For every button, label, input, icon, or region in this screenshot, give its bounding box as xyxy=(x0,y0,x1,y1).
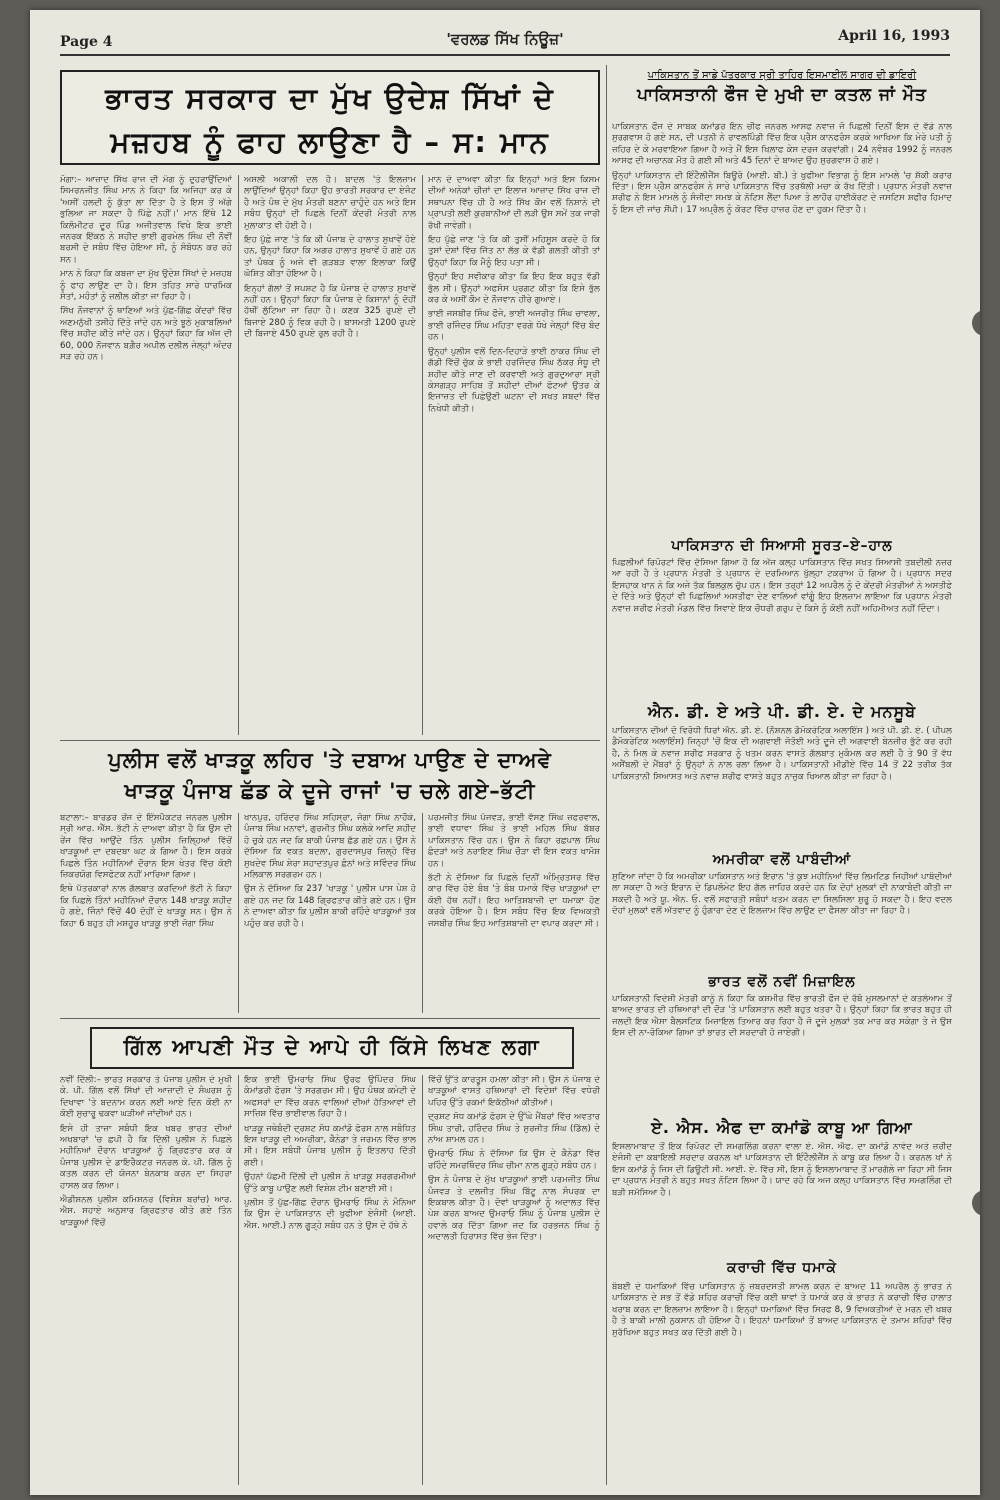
sidebar-kicker: ਪਾਕਿਸਤਾਨ ਤੋਂ ਸਾਡੇ ਪੱਤਰਕਾਰ ਸ੍ਰੀ ਤਾਹਿਰ ਇਸਮਾਈਲ ਸਾਗਰ ਦੀ ਡਾਇਰੀ xyxy=(647,70,917,81)
paragraph: ਉਸ ਨੇ ਪੰਜਾਬ ਦੇ ਮੁੱਖ ਖਾੜਕੂਆਂ ਭਾਈ ਪਰਮਜੀਤ ਸਿੰਘ ਪੰਜਵੜ ਤੇ ਦਲਜੀਤ ਸਿੰਘ ਬਿੱਟੂ ਨਾਲ ਸੰਪਰਕ ਦਾ ਇਕਬਾਲ ਕੀਤਾ ਹੈ। ਦੋਵਾਂ ਖਾੜਕੂਆਂ ਨੂੰ ਅਦਾਲਤ ਵਿੱਚ ਪੇਸ਼ ਕਰਨ ਬਾਅਦ ਉਮਰਾਓ ਸਿੰਘ ਨੂੰ ਪੰਜਾਬ ਪੁਲੀਸ ਦੇ ਹਵਾਲੇ ਕਰ ਦਿੱਤਾ ਗਿਆ ਜਦ ਕਿ ਹਰਭਜਨ ਸਿੰਘ ਨੂੰ ਅਦਾਲਤੀ ਹਿਰਾਸਤ ਵਿੱਚ ਭੇਜ ਦਿੱਤਾ। xyxy=(428,1175,600,1243)
paragraph: ਮੋਗਾ:– ਆਜ਼ਾਦ ਸਿੱਖ ਰਾਜ ਦੀ ਮੰਗ ਨੂੰ ਦੁਹਰਾਉਂਦਿਆਂ ਸਿਮਰਨਜੀਤ ਸਿੰਘ ਮਾਨ ਨੇ ਕਿਹਾ ਕਿ ਅਜਿਹਾ ਕਰ ਕੇ 'ਅਸੀਂ ਹਲਦੀ ਨੂੰ ਕੁੱਤਾ ਲਾ ਦਿੱਤਾ ਹੈ ਤੇ ਇਸ ਤੋਂ ਅੱਗੇ ਭੁਲਿਆ ਜਾ ਸਕਦਾ ਹੈ ਪਿੱਛੇ ਨਹੀਂ।' ਮਾਨ ਇੱਥੇ 12 ਕਿਲੋਮੀਟਰ ਦੂਰ ਪਿੰਡ ਅਜੀਤਵਾਲ ਵਿਖੇ ਇਕ ਭਾਈ ਜਨਰਕ ਇੱਕਠ ਨੇ ਸ਼ਹੀਦ ਭਾਈ ਗੁਰਮੇਲ ਸਿੰਘ ਦੀ ਨੌਵੀਂ ਬਰਸੀ ਦੇ ਸਬੰਧ ਵਿੱਚ ਹੋਇਆ ਸੀ, ਨੂੰ ਸੰਬੋਧਨ ਕਰ ਰਹੇ ਸਨ। xyxy=(60,175,232,265)
column-divider xyxy=(238,1075,239,1485)
story1-column-1 xyxy=(60,175,232,735)
story1-column-3 xyxy=(428,175,600,735)
sidebar-nda-pda-body: ਪਾਕਿਸਤਾਨ ਦੀਆਂ ਦੋ ਵਿਰੋਧੀ ਧਿਰਾਂ ਐਨ. ਡੀ. ਏ. (ਨੈਸ਼ਨਲ ਡੈਮੋਕਰੇਟਿਕ ਅਲਾਇੰਸ ) ਅਤੇ ਪੀ. ਡੀ. ਏ. ( ਪੀਪਲ ਡੈਮੋਕਰੇਟਿਕ ਅਲਾਇੰਸ) ਜਿਨ੍ਹਾਂ 'ਚੋਂ ਇਕ ਦੀ ਅਗਵਾਈ ਜੋਤੋਈ ਅਤੇ ਦੂਜੇ ਦੀ ਅਗਵਾਈ ਬੇਨਜ਼ੀਰ ਭੁੱਟੋ ਕਰ ਰਹੀ ਹੈ, ਨੇ ਮਿਲ ਕੇ ਨਵਾਜ਼ ਸ਼ਰੀਫ ਸਰਕਾਰ ਨੂੰ ਖਤਮ ਕਰਨ ਵਾਸਤੇ ਗੱਲਬਾਤ ਮੁਕੰਮਲ ਕਰ ਲਈ ਹੈ ਤੇ 90 ਤੋਂ ਵੱਧ ਅਸੈਂਬਲੀ ਦੇ ਮੈਂਬਰਾਂ ਨੂੰ ਉਨ੍ਹਾਂ ਨੇ ਨਾਲ ਰਲਾ ਲਿਆ ਹੈ। ਪਾਕਿਸਤਾਨੀ ਮੀਡੀਏ ਵਿੱਚ 14 ਤੋਂ 22 ਤਰੀਕ ਤੱਕ ਪਾਕਿਸਤਾਨੀ ਸਿਆਸਤ ਅਤੇ ਨਵਾਜ਼ ਸ਼ਰੀਫ ਵਾਸਤੇ ਬਹੁਤ ਨਾਜ਼ੁਕ ਖਿਆਲ ਕੀਤਾ ਜਾ ਰਿਹਾ ਹੈ। xyxy=(612,726,952,782)
sidebar-us-sanctions-body: ਸੁਣਿਆ ਜਾਂਦਾ ਹੈ ਕਿ ਅਮਰੀਕਾ ਪਾਕਿਸਤਾਨ ਅਤੇ ਇਰਾਨ 'ਤੇ ਕੁਝ ਮਹੀਨਿਆਂ ਵਿੱਚ ਲਿਮਟਿਡ ਜਿਹੀਆਂ ਪਾਬੰਦੀਆਂ ਲਾ ਸਕਦਾ ਹੈ ਅਤੇ ਇਰਾਨ ਦੇ ਡਿਪਲੋਮੇਟ ਇਹ ਗੱਲ ਜ਼ਾਹਿਰ ਕਰਦੇ ਹਨ ਕਿ ਦੋਹਾਂ ਮੁਲਕਾਂ ਦੀ ਨਾਕਾਬੰਦੀ ਕੀਤੀ ਜਾ ਸਕਦੀ ਹੈ ਅਤੇ ਯੂ. ਐਨ. ਓ. ਵਲੋਂ ਸਫਾਰਤੀ ਸਬੰਧਾਂ ਖਤਮ ਕਰਨ ਦਾ ਸਿਲਸਿਲਾ ਸ਼ੁਰੂ ਹੋ ਸਕਦਾ ਹੈ। ਇਹ ਵਦਲ ਦੋਹਾਂ ਮੁਲਕਾਂ ਵਲੋਂ ਅੱਤਵਾਦ ਨੂੰ ਹੁੰਗਾਰਾ ਦੇਣ ਦੇ ਇਲਜ਼ਾਮ ਵਿੱਚ ਲਾਉਣ ਦਾ ਫੈਸਲਾ ਕੀਤਾ ਜਾ ਰਿਹਾ ਹੈ। xyxy=(612,872,952,917)
paper-name: 'ਵਰਲਡ ਸਿੱਖ ਨਿਊਜ਼' xyxy=(446,30,564,48)
story2-headline xyxy=(60,745,600,807)
sidebar-heading-india-missile: ਭਾਰਤ ਵਲੋਂ ਨਵੀਂ ਮਿਜ਼ਾਇਲ xyxy=(708,974,856,990)
sidebar-politics-body: ਪਿਛਲੀਆਂ ਰਿਪੋਰਟਾਂ ਵਿੱਚ ਦੱਸਿਆ ਗਿਆ ਹੈ ਕਿ ਅੱਜ ਕਲ੍ਹ ਪਾਕਿਸਤਾਨ ਵਿੱਚ ਸਖਤ ਸਿਆਸੀ ਤਬਦੀਲੀ ਨਜ਼ਰ ਆ ਰਹੀ ਹੈ ਤੇ ਪ੍ਰਧਾਨ ਮੰਤਰੀ ਤੇ ਪ੍ਰਧਾਨ ਦੇ ਦਰਮਿਆਨ ਖੁੱਲ੍ਹਾ ਟਕਰਾਅ ਹੋ ਗਿਆ ਹੈ। ਪ੍ਰਧਾਨ ਸਦਰ ਇਸਹਾਕ ਖਾਨ ਨੇ ਕਿ ਅਜੇ ਤੱਕ ਬਿਲਕੁਲ ਚੁੱਪ ਹਨ। ਇਸ ਤਰ੍ਹਾਂ 12 ਅਪਰੈਲ ਨੂੰ ਦੋ ਕੇਂਦਰੀ ਮੰਤਰੀਆਂ ਨੇ ਅਸਤੀਫੇ ਦੇ ਦਿੱਤੇ ਅਤੇ ਉਨ੍ਹਾਂ ਵੀ ਪਿਛਲਿਆਂ ਅਸਤੀਫਾ ਦੇਣ ਵਾਲਿਆਂ ਵਾਂਗੂੰ ਇਹ ਇਲਜ਼ਾਮ ਲਾਇਆ ਕਿ ਪ੍ਰਧਾਨ ਮੰਤਰੀ ਨਵਾਜ਼ ਸ਼ਰੀਫ ਮੰਤਰੀ ਮੰਡਲ ਵਿੱਚ ਸਿਵਾਏ ਇਕ ਚੌਧਰੀ ਗਰੁਪ ਦੇ ਕਿਸੇ ਨੂੰ ਕੋਈ ਨਹੀਂ ਅਹਿਮੀਅਤ ਨਹੀਂ ਦਿੰਦਾ। xyxy=(612,558,952,614)
story1-headline: ਭਾਰਤ ਸਰਕਾਰ ਦਾ ਮੁੱਖ ਉਦੇਸ਼ ਸਿੱਖਾਂ ਦੇ ਮਜ਼ਹਬ ਨੂੰ ਫਾਹ ਲਾਉਣਾ ਹੈ – ਸ: ਮਾਨ xyxy=(60,70,600,165)
sidebar-story-body xyxy=(612,122,952,534)
sidebar-title: ਪਾਕਿਸਤਾਨੀ ਫੌਜ ਦੇ ਮੁਖੀ ਦਾ ਕਤਲ ਜਾਂ ਮੌਤ xyxy=(637,85,927,105)
story3-headline: ਗਿੱਲ ਆਪਣੀ ਮੌਤ ਦੇ ਆਪੇ ਹੀ ਕਿੱਸੇ ਲਿਖਣ ਲਗਾ xyxy=(90,1027,574,1069)
story3-column-3 xyxy=(428,1075,600,1485)
issue-date: April 16, 1993 xyxy=(838,28,950,44)
column-divider xyxy=(422,175,423,735)
paragraph: ਉਹਨਾਂ ਪੱਛਮੀ ਦਿੱਲੀ ਦੀ ਪੁਲੀਸ ਨੇ ਖਾੜਕੂ ਸਰਗਰਮੀਆਂ ਉੱਤੇ ਕਾਬੂ ਪਾਉਣ ਲਈ ਵਿਸ਼ੇਸ਼ ਟੀਮ ਬਣਾਈ ਸੀ। xyxy=(244,1172,416,1194)
sidebar-heading-karachi-blasts: ਕਰਾਚੀ ਵਿੱਚ ਧਮਾਕੇ xyxy=(727,1260,837,1276)
paragraph: ਇਕ ਭਾਈ ਉਮਰਾਓ ਸਿੰਘ ਉਰਫ ਉਪਿੰਦਰ ਸਿੰਘ ਕੰਮਾਂਡਰੀ ਫੋਰਸ 'ਤੇ ਸਰਗਰਮ ਸੀ। ਉਹ ਪੰਥਕ ਕਮੇਟੀ ਦੇ ਅਫਸਰਾਂ ਦਾ ਵਿੱਚ ਕਰਨ ਵਾਲਿਆਂ ਦੀਆਂ ਹੱਤਿਆਵਾਂ ਦੀ ਸਾਜ਼ਿਸ਼ ਵਿੱਚ ਭਾਈਵਾਲ ਰਿਹਾ ਹੈ। xyxy=(244,1075,416,1120)
section-rule xyxy=(60,1018,600,1019)
column-divider xyxy=(238,813,239,1013)
page-label: Page 4 xyxy=(60,34,113,50)
newspaper-page xyxy=(30,10,980,1495)
paragraph: ਪਾਕਿਸਤਾਨ ਫੌਜ ਦੇ ਸਾਬਕ ਕਮਾਂਡਰ ਇਨ ਚੀਫ ਜਨਰਲ ਆਸਫ ਨਵਾਜ਼ ਜੋ ਪਿਛਲੀ ਦਿਨੀਂ ਇਸ ਦੇ ਵੱਡੇ ਨਾਲ ਸੁਰਗਵਾਸ ਹੋ ਗਏ ਸਨ, ਦੀ ਪਤਨੀ ਨੇ ਰਾਵਲਪਿੰਡੀ ਵਿੱਚ ਇਕ ਪ੍ਰੈਸ ਕਾਨਫਰੰਸ ਕਰਕੇ ਆਖਿਆ ਕਿ ਮੇਰੇ ਪਤੀ ਨੂੰ ਜ਼ਹਿਰ ਦੇ ਕੇ ਮਰਵਾਇਆ ਗਿਆ ਹੈ ਅਤੇ ਮੈਂ ਇਸ ਖਿਲਾਫ ਕੇਸ ਦਰਜ ਕਰਵਾਂਗੀ। 24 ਨਵੰਬਰ 1992 ਨੂੰ ਜਨਰਲ ਆਸਫ ਦੀ ਅਚਾਨਕ ਮੌਤ ਹੋ ਗਈ ਸੀ ਅਤੇ 45 ਦਿਨਾਂ ਦੇ ਬਾਅਦ ਉਹ ਸੁਰਗਵਾਸ ਹੋ ਗਏ। xyxy=(612,122,952,167)
story1-column-2 xyxy=(244,175,416,735)
paragraph: ਪਰਮਜੀਤ ਸਿੰਘ ਪੰਜਵੜ, ਭਾਈ ਵੱਸਣ ਸਿੰਘ ਜ਼ਫਰਵਾਲ, ਭਾਈ ਵਧਾਵਾ ਸਿੰਘ ਤੇ ਭਾਈ ਮਹਿਲ ਸਿੰਘ ਬੱਬਰ ਪਾਕਿਸਤਾਨ ਵਿੱਚ ਹਨ। ਉਸ ਨੇ ਕਿਹਾ ਰਛਪਾਲ ਸਿੰਘ ਛੰਦੜਾਂ ਅਤੇ ਨਰਾਇਣ ਸਿੰਘ ਚੌੜਾ ਵੀ ਇਸ ਵਕਤ ਖਾਮੋਸ਼ ਹਨ। xyxy=(428,813,600,869)
sidebar-heading-us-sanctions: ਅਮਰੀਕਾ ਵਲੋਂ ਪਾਬੰਦੀਆਂ xyxy=(712,852,852,868)
paragraph: ਇਨ੍ਹਾਂ ਗੱਲਾਂ ਤੋਂ ਸਪਸ਼ਟ ਹੈ ਕਿ ਪੰਜਾਬ ਦੇ ਹਾਲਾਤ ਸੁਖਾਵੇਂ ਨਹੀਂ ਹਨ। ਉਨ੍ਹਾਂ ਕਿਹਾ ਕਿ ਪੰਜਾਬ ਦੇ ਕਿਸਾਨਾਂ ਨੂੰ ਦੋਹੀਂ ਹੱਥੀਂ ਲੁੱਟਿਆ ਜਾ ਰਿਹਾ ਹੈ। ਕਣਕ 325 ਰੁਪਏ ਦੀ ਬਿਜਾਏ 280 ਨੂੰ ਵਿਕ ਰਹੀ ਹੈ। ਬਾਸਮਤੀ 1200 ਰੁਪਏ ਦੀ ਬਿਜਾਏ 450 ਰੁਪਏ ਰੁਲ ਰਹੀ ਹੈ। xyxy=(244,283,416,340)
sidebar-heading-politics: ਪਾਕਿਸਤਾਨ ਦੀ ਸਿਆਸੀ ਸੂਰਤ–ਏ–ਹਾਲ xyxy=(671,538,893,554)
sidebar-header xyxy=(612,70,952,105)
paragraph: ਉਨ੍ਹਾਂ ਪੁਲੀਸ ਵਲੋਂ ਦਿਨ-ਦਿਹਾੜੇ ਭਾਈ ਠਾਕਰ ਸਿੰਘ ਦੀ ਗੱਡੀ ਵਿੱਚੋਂ ਚੁੱਕ ਕੇ ਭਾਈ ਹਰਜਿੰਦਰ ਸਿੰਘ ਠੱਕਰ ਸੰਧੂ ਦੀ ਸ਼ਹੀਦ ਕੀਤੇ ਜਾਣ ਦੀ ਕਰਵਾਈ ਅਤੇ ਗੁਰਦੁਆਰਾ ਸ੍ਰੀ ਕੇਸਗੜ੍ਹ ਸਾਹਿਬ ਤੋਂ ਸ਼ਹੀਦਾਂ ਦੀਆਂ ਫੋਟਆਂ ਉਤਰ ਕੇ ਇਜਾਜ਼ਤ ਦੀ ਪਿਛੇਉਣੀ ਘਟਨਾ ਦੀ ਸਖਤ ਸ਼ਬਦਾਂ ਵਿੱਚ ਨਿਖੇਧੀ ਕੀਤੀ। xyxy=(428,346,600,414)
paragraph: ਖਾੜਕੂ ਜਥੇਬੰਦੀ ਦ੍ਰਸ਼ਟ ਸੋਧ ਕਮਾਂਡੋ ਫੋਰਸ ਨਾਲ ਸਬੰਧਿਤ ਇਸ ਖਾੜਕੂ ਦੀ ਅਮਰੀਕਾ, ਕੈਨੇਡਾ ਤੇ ਜਰਮਨ ਵਿੱਚ ਭਾਲ ਸੀ। ਇਸ ਸਬੰਧੀ ਪੰਜਾਬ ਪੁਲੀਸ ਨੂੰ ਇਤਲਾਹ ਦਿੱਤੀ ਗਈ। xyxy=(244,1123,416,1168)
paragraph: ਇਹ ਪੁੱਛੇ ਜਾਣ 'ਤੇ ਕਿ ਕੀ ਤੁਸੀਂ ਮਹਿਸੂਸ ਕਰਦੇ ਹੋ ਕਿ ਤੁਸਾਂ ਦੇਸ਼ਾਂ ਵਿੱਚ ਜਿੱਤ ਨਾ ਲੱਭ ਕੇ ਵੱਡੀ ਗਲਤੀ ਕੀਤੀ ਤਾਂ ਉਨ੍ਹਾਂ ਕਿਹਾ ਕਿ ਮੈਨੂੰ ਇਹ ਪਤਾ ਸੀ। xyxy=(428,235,600,268)
paragraph: ਭੱਟੀ ਨੇ ਦੱਸਿਆ ਕਿ ਪਿਛਲੇ ਦਿਨੀਂ ਅੰਮ੍ਰਿਤਸਰ ਵਿੱਚ ਕਾਰ ਵਿੱਚ ਹੋਏ ਬੰਬ 'ਤੇ ਬੰਬ ਧਮਾਕੇ ਵਿੱਚ ਖਾੜਕੂਆਂ ਦਾ ਕੋਈ ਹੱਥ ਨਹੀਂ। ਇਹ ਆਤਿਸ਼ਬਾਜ਼ੀ ਦਾ ਧਮਾਕਾ ਹੋਣ ਕਰਕੇ ਹੋਇਆ ਹੈ। ਇਸ ਸਬੰਧ ਵਿੱਚ ਇਕ ਵਿਅਕਤੀ ਜਸਬੀਰ ਸਿੰਘ ਇਹ ਆਤਿਸ਼ਬਾਜ਼ੀ ਦਾ ਵਪਾਰ ਕਰਦਾ ਸੀ। xyxy=(428,873,600,929)
column-divider xyxy=(422,813,423,1013)
story2-column-2 xyxy=(244,813,416,1013)
paragraph: ਉਮਰਾਓ ਸਿੰਘ ਨੇ ਦੱਸਿਆ ਕਿ ਉਸ ਦੇ ਕੈਨੇਡਾ ਵਿੱਚ ਰਹਿੰਦੇ ਸਮਰਥਿੰਦਰ ਸਿੰਘ ਚੀਮਾ ਨਾਲ ਗੂੜ੍ਹੇ ਸਬੰਧ ਹਨ। xyxy=(428,1149,600,1171)
paragraph: ਭਾਈ ਜਸਬੀਰ ਸਿੰਘ ਫੌਜੇ, ਭਾਈ ਅਜਰੀਤ ਸਿੰਘ ਚਾਵਲਾ, ਭਾਈ ਰਜਿੰਦਰ ਸਿੰਘ ਮਹਿਤਾ ਵਰਗੇ ਧੋਖੇ ਜੇਲ੍ਹਾਂ ਵਿੱਚ ਬੰਦ ਹਨ। xyxy=(428,309,600,343)
binder-hole xyxy=(972,310,980,336)
sidebar-divider xyxy=(606,65,607,1485)
paragraph: ਵਿੱਚੋਂ ਉੱਤੇ ਕਾਰਤੂਸ ਹਮਲਾ ਕੀਤਾ ਸੀ। ਉਸ ਨੇ ਪੰਜਾਬ ਦੇ ਖਾੜਕੂਆਂ ਵਾਸਤੇ ਹਥਿਆਰਾਂ ਦੀ ਵਿਦੇਸ਼ਾਂ ਵਿੱਚ ਵਧੇਰੀ ਪਹਿਰ ਉੱਤੇ ਰਕਮਾਂ ਇਕੱਠੀਆਂ ਕੀਤੀਆਂ। xyxy=(428,1075,600,1108)
paragraph: ਅਸਲੀ ਅਕਾਲੀ ਦਲ ਹੈ। ਬਾਦਲ 'ਤੇ ਇਲਜ਼ਾਮ ਲਾਉਂਦਿਆਂ ਉਨ੍ਹਾਂ ਕਿਹਾ ਉਹ ਭਾਰਤੀ ਸਰਕਾਰ ਦਾ ਏਜੰਟ ਹੈ ਅਤੇ ਪੰਥ ਦੇ ਮੁੱਖ ਮੰਤਰੀ ਬਣਨਾ ਚਾਹੁੰਦੇ ਹਨ ਅਤੇ ਇਸ ਸਬੰਧ ਉਨ੍ਹਾਂ ਦੀ ਪਿਛਲੇ ਦਿਨੀਂ ਕੇਂਦਰੀ ਮੰਤਰੀ ਨਾਲ ਮੁਲਾਕਾਤ ਵੀ ਹੋਈ ਹੈ। xyxy=(244,175,416,231)
paragraph: ਇਹ ਪੁੱਛੇ ਜਾਣ 'ਤੇ ਕਿ ਕੀ ਪੰਜਾਬ ਦੇ ਹਾਲਾਤ ਸੁਖਾਵੇਂ ਹੋਏ ਹਨ, ਉਨ੍ਹਾਂ ਕਿਹਾ ਕਿ ਅਗਰ ਹਾਲਾਤ ਸੁਖਾਵੇਂ ਹੋ ਗਏ ਹਨ ਤਾਂ ਪੰਥਕ ਨੂੰ ਅਜੇ ਵੀ ਗੜਬੜ ਵਾਲਾ ਇਲਾਕਾ ਕਿਉਂ ਘੋਸ਼ਿਤ ਕੀਤਾ ਹੋਇਆ ਹੈ। xyxy=(244,235,416,280)
paragraph: ਉਨ੍ਹਾਂ ਪਾਕਿਸਤਾਨ ਦੀ ਇੰਟੈਲੀਜੈਂਸ ਬਿਊਰੋ (ਆਈ. ਬੀ.) ਤੇ ਖੁਫੀਆ ਵਿਭਾਗ ਨੂੰ ਇਸ ਮਾਮਲੇ 'ਚ ਸ਼ੱਕੀ ਕਰਾਰ ਦਿੱਤਾ। ਇਸ ਪ੍ਰੈਸ ਕਾਨਫਰੰਸ ਨੇ ਸਾਰੇ ਪਾਕਿਸਤਾਨ ਵਿੱਚ ਤਰਥੱਲੀ ਮਚਾ ਕੇ ਰੱਖ ਦਿੱਤੀ। ਪ੍ਰਧਾਨ ਮੰਤਰੀ ਨਵਾਜ਼ ਸ਼ਰੀਫ ਨੇ ਇਸ ਮਾਮਲੇ ਨੂੰ ਸੰਜੀਦਾ ਸਮਝ ਕੇ ਨੋਟਿਸ ਲੈਂਦਾ ਪਿਆ ਤੇ ਲਾਹੌਰ ਹਾਈਕੋਰਟ ਦੇ ਜਸਟਿਸ ਸ਼ਫੀਰ ਹਿਮਾਦ ਨੂੰ ਇਸ ਦੀ ਜਾਂਚ ਸੌਂਪੀ। 17 ਅਪ੍ਰੈਲ ਨੂੰ ਕੋਰਟ ਵਿੱਚ ਹਾਜ਼ਰ ਹੋਣ ਦਾ ਹੁਕਮ ਦਿੱਤਾ ਹੈ। xyxy=(612,170,952,215)
masthead xyxy=(60,24,950,54)
paragraph: ਮਾਨ ਨੇ ਕਿਹਾ ਕਿ ਕਬਜ਼ਾ ਦਾ ਮੁੱਖ ਉਦੇਸ਼ ਸਿੱਖਾਂ ਦੇ ਮਜ਼ਹਬ ਨੂੰ ਫਾਹ ਲਾਉਣ ਦਾ ਹੈ। ਇਸ ਤਹਿਤ ਸਾਰੇ ਧਾਰਮਿਕ ਸੰਤਾਂ, ਮਹੰਤਾਂ ਨੂੰ ਜ਼ਲੀਲ ਕੀਤਾ ਜਾ ਰਿਹਾ ਹੈ। xyxy=(60,269,232,303)
paragraph: ਮਾਨ ਦੇ ਦਾਅਵਾ ਕੀਤਾ ਕਿ ਇਨ੍ਹਾਂ ਅਤੇ ਇਸ ਕਿਸਮ ਦੀਆਂ ਅਨੇਕਾਂ ਚੀਜ਼ਾਂ ਦਾ ਇਲਾਜ ਆਜ਼ਾਦ ਸਿੱਖ ਰਾਜ ਦੀ ਸਥਾਪਨਾ ਵਿੱਚ ਹੀ ਹੈ ਅਤੇ ਸਿੱਖ ਕੌਮ ਵਲੋਂ ਨਿਸ਼ਾਨੇ ਦੀ ਪ੍ਰਾਪਤੀ ਲਈ ਕੁਰਬਾਨੀਆਂ ਦੀ ਲੜੀ ਉਸ ਸਮੇਂ ਤਕ ਜਾਰੀ ਰੱਖੀ ਜਾਵੇਗੀ। xyxy=(428,175,600,231)
sidebar-heading-asf-commando: ਏ. ਐਸ. ਐਫ ਦਾ ਕਮਾਂਡੋ ਕਾਬੂ ਆ ਗਿਆ xyxy=(651,1118,913,1137)
paragraph: ਇਥੇ ਪੱਤਰਕਾਰਾਂ ਨਾਲ ਗੱਲਬਾਤ ਕਰਦਿਆਂ ਭੱਟੀ ਨੇ ਕਿਹਾ ਕਿ ਪਿਛਲੇ ਤਿੰਨਾਂ ਮਹੀਨਿਆਂ ਦੌਰਾਨ 148 ਖਾੜਕੂ ਸ਼ਹੀਦ ਹੋ ਗਏ, ਜਿੰਨਾਂ ਵਿੱਚੋਂ 40 ਦੋਹੀਂ ਦੇ ਖਾੜਕੂ ਸਨ। ਉਸ ਨੇ ਕਿਹਾ 6 ਬਹੁਤ ਹੀ ਮਸ਼ਹੂਰ ਖਾੜਕੂ ਭਾਈ ਜੋਗਾ ਸਿੰਘ xyxy=(60,884,232,929)
column-divider xyxy=(238,175,239,735)
paragraph: ਪੁਲੀਸ ਤੋਂ ਪੁੱਛ-ਗਿੱਛ ਦੌਰਾਨ ਉਮਰਾਓ ਸਿੰਘ ਨੇ ਮੰਨਿਆ ਕਿ ਉਸ ਦੇ ਪਾਕਿਸਤਾਨ ਦੀ ਖੁਫੀਆ ਏਜੰਸੀ (ਆਈ. ਐਸ. ਆਈ.) ਨਾਲ ਗੂੜ੍ਹੇ ਸਬੰਧ ਹਨ ਤੇ ਉਸ ਦੇ ਹੱਥੇ ਨੇ xyxy=(244,1198,416,1231)
binder-hole xyxy=(972,1190,980,1216)
paragraph: ਇਸੇ ਹੀ ਤਾਜ਼ਾ ਸਬੰਧੀ ਇਕ ਖਬਰ ਭਾਰਤ ਦੀਆਂ ਅਖਬਾਰਾਂ 'ਚ ਛਪੀ ਹੈ ਕਿ ਦਿੱਲੀ ਪੁਲੀਸ ਨੇ ਪਿਛਲੇ ਮਹੀਨਿਆਂ ਦੌਰਾਨ ਖਾੜਕੂਆਂ ਨੂੰ ਗ੍ਰਿਫਤਾਰ ਕਰ ਕੇ ਪੰਜਾਬ ਪੁਲੀਸ ਦੇ ਡਾਇਰੈਕਟਰ ਜਨਰਲ ਕੇ. ਪੀ. ਗਿੱਲ ਨੂੰ ਕਤਲ ਕਰਨ ਦੀ ਯੋਜਨਾ ਬੇਨਕਾਬ ਕਰਨ ਦਾ ਸਿਹਰਾ ਹਾਸਲ ਕਰ ਲਿਆ। xyxy=(60,1123,232,1191)
paragraph: ਉਨ੍ਹਾਂ ਇਹ ਸਵੀਕਾਰ ਕੀਤਾ ਕਿ ਇਹ ਇਕ ਬਹੁਤ ਵੱਡੀ ਭੁੱਲ ਸੀ। ਉਨ੍ਹਾਂ ਅਫਸੋਸ ਪ੍ਰਗਟ ਕੀਤਾ ਕਿ ਇਸੇ ਭੁੱਲ ਕਰ ਕੇ ਅਸੀਂ ਕੌਮ ਦੇ ਨੌਜਵਾਨ ਹੀਰੇ ਗੁਆਏ। xyxy=(428,272,600,306)
story3-column-1 xyxy=(60,1075,232,1485)
paragraph: ਸਿੱਖ ਨੌਜਵਾਨਾਂ ਨੂੰ ਥਾਣਿਆਂ ਅਤੇ ਪੁੱਛ-ਗਿੱਛ ਕੇਂਦਰਾਂ ਵਿੱਚ ਅਣਮਨੁੱਖੀ ਤਸੀਹੇ ਦਿੱਤੇ ਜਾਂਦੇ ਹਨ ਅਤੇ ਝੂਠੇ ਮੁਕਾਬਲਿਆਂ ਵਿੱਚ ਸ਼ਹੀਦ ਕੀਤੇ ਜਾਂਦੇ ਹਨ। ਉਨ੍ਹਾਂ ਕਿਹਾ ਕਿ ਅੱਜ ਦੀ 60, 000 ਨੌਜਵਾਨ ਬਗ਼ੈਰ ਅਪੀਲ ਦਲੀਲ ਜੇਲ੍ਹਾਂ ਅੰਦਰ ਸੜ ਰਹੇ ਹਨ। xyxy=(60,306,232,363)
column-divider xyxy=(422,1075,423,1485)
story2-headline-line2: ਖਾੜਕੂ ਪੰਜਾਬ ਛੱਡ ਕੇ ਦੂਜੇ ਰਾਜਾਂ 'ਚ ਚਲੇ ਗਏ–ਭੱਟੀ xyxy=(124,779,536,803)
paragraph: ਨਵੀਂ ਦਿੱਲੀ:– ਭਾਰਤ ਸਰਕਾਰ ਤੇ ਪੰਜਾਬ ਪੁਲੀਸ ਦੇ ਮੁਖੀ ਕੇ. ਪੀ. ਗਿੱਲ ਵਲੋਂ ਸਿੱਖਾਂ ਦੀ ਆਜ਼ਾਦੀ ਦੇ ਸੰਘਰਸ਼ ਨੂੰ ਦਿਖਾਵਾ 'ਤੇ ਬਦਨਾਮ ਕਰਨ ਲਈ ਆਏ ਦਿਨ ਕੋਈ ਨਾ ਕੋਈ ਸੁਚਾਰੂ ਢਕਵਾ ਘੜੀਆਂ ਜਾਂਦੀਆਂ ਹਨ। xyxy=(60,1075,232,1120)
story2-headline-line1: ਪੁਲੀਸ ਵਲੋਂ ਖਾੜਕੂ ਲਹਿਰ 'ਤੇ ਦਬਾਅ ਪਾਉਣ ਦੇ ਦਾਅਵੇ xyxy=(108,748,552,772)
sidebar-asf-commando-body: ਇਸਲਾਮਾਬਾਦ ਤੋਂ ਇਕ ਰਿਪੋਰਟ ਦੀ ਸਮਗਲਿੰਗ ਕਰਨਾ ਵਾਲਾ ਏ. ਐਸ. ਐਫ. ਦਾ ਕਮਾਂਡੋ ਨਾਵੇਦ ਅਤੇ ਜ਼ਰੀਦ ਏਜੰਸੀ ਦਾ ਕਬਾਇਲੀ ਸਰਦਾਰ ਕਰਨਲ ਖਾਂ ਪਾਕਿਸਤਾਨ ਦੀ ਇੰਟੈਲੀਜੈਂਸ ਨੇ ਕਾਬੂ ਕਰ ਲਿਆ ਹੈ। ਕਰਨਲ ਖਾਂ ਨੇ ਇਸ ਕਮਾਂਡੋ ਨੂੰ ਜਿਸ ਦੀ ਡਿਊਟੀ ਸੀ. ਆਈ. ਏ. ਵਿੱਚ ਸੀ, ਇਸ ਨੂੰ ਇਸਲਾਮਾਬਾਦ ਤੋਂ ਮਾਰਗੱਲੇ ਜਾ ਰਿਹਾ ਸੀ ਜਿਸ ਦਾ ਪ੍ਰਧਾਨ ਮੰਤਰੀ ਨੇ ਬਹੁਤ ਸਖਤ ਨੋਟਿਸ ਲਿਆ ਹੈ। ਯਾਦ ਰਹੇ ਕਿ ਅਜ ਕਲ੍ਹ ਪਾਕਿਸਤਾਨ ਵਿੱਚ ਸਮਗਲਿੰਗ ਦੀ ਬੜੀ ਸਮੱਸਿਆ ਹੈ। xyxy=(612,1142,952,1198)
section-rule xyxy=(60,740,600,741)
story3-column-2 xyxy=(244,1075,416,1485)
paragraph: ਐਡੀਸ਼ਨਲ ਪੁਲੀਸ ਕਮਿਸ਼ਨਰ (ਵਿਸ਼ੇਸ਼ ਬਰਾਂਚ) ਆਰ. ਐਸ. ਸਹਾਏ ਅਨੁਸਾਰ ਗ੍ਰਿਫਤਾਰ ਕੀਤੇ ਗਏ ਤਿੰਨ ਖਾੜਕੂਆਂ ਵਿੱਚੋਂ xyxy=(60,1195,232,1228)
paragraph: ਦ੍ਰਸ਼ਟ ਸੋਧ ਕਮਾਂਡੋ ਫੋਰਸ ਦੇ ਉੱਘੇ ਮੈਂਬਰਾਂ ਵਿੱਚ ਅਵਤਾਰ ਸਿੰਘ ਤਾਰੀ, ਹਰਿੰਦਰ ਸਿੰਘ ਤੇ ਸੁਰਜੀਤ ਸਿੰਘ (ਡਿੱਲ) ਦੇ ਨਾਂਅ ਸ਼ਾਮਲ ਹਨ। xyxy=(428,1112,600,1146)
paragraph: ਉਸ ਨੇ ਦੱਸਿਆ ਕਿ 237 'ਖਾੜਕੂ ' ਪੁਲੀਸ ਪਾਸ ਪੇਸ਼ ਹੋ ਗਏ ਹਨ ਜਦ ਕਿ 148 ਗ੍ਰਿਫਤਾਰ ਕੀਤੇ ਗਏ ਹਨ। ਉਸ ਨੇ ਦਾਅਵਾ ਕੀਤਾ ਕਿ ਪੁਲੀਸ ਬਾਕੀ ਰਹਿੰਦੇ ਖਾੜਕੂਆਂ ਤਕ ਪਹੁੰਚ ਕਰ ਰਹੀ ਹੈ। xyxy=(244,884,416,929)
sidebar-karachi-blasts-body: ਬੰਬਈ ਦੇ ਧਮਾਕਿਆਂ ਵਿੱਚ ਪਾਕਿਸਤਾਨ ਨੂੰ ਜ਼ਬਰਦਸਤੀ ਸ਼ਾਮਲ ਕਰਨ ਦੇ ਬਾਅਦ 11 ਅਪਰੈਲ ਨੂੰ ਭਾਰਤ ਨੇ ਪਾਕਿਸਤਾਨ ਦੇ ਸਭ ਤੋਂ ਵੱਡੇ ਸ਼ਹਿਰ ਕਰਾਚੀ ਵਿੱਚ ਕਈ ਥਾਵਾਂ ਤੇ ਧਮਾਕੇ ਕਰ ਕੇ ਭਾਰਤ ਨੇ ਕਰਾਚੀ ਵਿੱਚ ਹਾਲਾਤ ਖਰਾਬ ਕਰਨ ਦਾ ਇਲਜ਼ਾਮ ਲਾਇਆ ਹੈ। ਇਨ੍ਹਾਂ ਧਮਾਕਿਆਂ ਵਿੱਚ ਸਿਰਫ 8, 9 ਵਿਅਕਤੀਆਂ ਦੇ ਮਰਨ ਦੀ ਖਬਰ ਹੈ ਤੇ ਬਾਕੀ ਮਾਲੀ ਨੁਕਸਾਨ ਹੀ ਹੋਇਆ ਹੈ। ਇਹਨਾਂ ਧਮਾਕਿਆਂ ਤੋਂ ਬਾਅਦ ਪਾਕਿਸਤਾਨ ਦੇ ਤਮਾਮ ਸ਼ਹਿਰਾਂ ਵਿੱਚ ਸੁਰੱਖਿਆ ਬਹੁਤ ਸਖਤ ਕਰ ਦਿੱਤੀ ਗਈ ਹੈ। xyxy=(612,1282,952,1338)
sidebar-heading-nda-pda: ਐਨ. ਡੀ. ਏ ਅਤੇ ਪੀ. ਡੀ. ਏ. ਦੇ ਮਨਸੂਬੇ xyxy=(647,702,917,721)
story2-column-1 xyxy=(60,813,232,1013)
paragraph: ਬਟਾਲਾ:– ਬਾਰਡਰ ਰੇਂਜ ਦੇ ਇੰਸਪੈਕਟਰ ਜਨਰਲ ਪੁਲੀਸ ਸ੍ਰੀ ਆਰ. ਐੱਸ. ਭੱਟੀ ਨੇ ਦਾਅਵਾ ਕੀਤਾ ਹੈ ਕਿ ਉਸ ਦੀ ਰੇਂਜ ਵਿੱਚ ਆਉਂਦੇ ਤਿੰਨ ਪੁਲੀਸ ਜ਼ਿਲ੍ਹਿਆਂ ਵਿੱਚੋਂ ਖਾੜਕੂਆਂ ਦਾ ਦਬਦਬਾ ਘਟ ਕੇ ਗਿਆ ਹੈ। ਇਸ ਕਰਕੇ ਪਿਛਲੇ ਤਿੰਨ ਮਹੀਨਿਆਂ ਦੌਰਾਨ ਇਸ ਖੇਤਰ ਵਿੱਚ ਕੋਈ ਜ਼ਿਕਰਯੋਗ ਵਿਸਫੋਟਕ ਨਹੀਂ ਮਾਰਿਆ ਗਿਆ। xyxy=(60,813,232,881)
sidebar-india-missile-body: ਪਾਕਿਸਤਾਨੀ ਵਿਦੇਸ਼ੀ ਮੰਤਰੀ ਕਾਨੂੰ ਨੇ ਕਿਹਾ ਕਿ ਕਸ਼ਮੀਰ ਵਿੱਚ ਭਾਰਤੀ ਫੌਜ ਦੇ ਰੱਬੋ ਮੁਸਲਮਾਨਾਂ ਦੇ ਕਤਲੇਆਮ ਤੋਂ ਬਾਅਦ ਭਾਰਤ ਦੀ ਹਥਿਆਰਾਂ ਦੀ ਦੌੜ 'ਤੇ ਪਾਕਿਸਤਾਨ ਲਈ ਬਹੁਤ ਖਤਰਾ ਹੈ। ਉਨ੍ਹਾਂ ਕਿਹਾ ਕਿ ਭਾਰਤ ਬਹੁਤ ਹੀ ਜਲਦੀ ਇਕ ਐਸਾ ਬੈਲਸਟਿਕ ਮਿਜ਼ਾਇਲ ਤਿਆਰ ਕਰ ਰਿਹਾ ਹੈ ਜੋ ਦੂਜੇ ਮੁਲਕਾਂ ਤਕ ਮਾਰ ਕਰ ਸਕੇਗਾ ਤੇ ਜੇ ਉਸ ਇਸ ਦੀ ਨਾ-ਰੋਕਿਆ ਗਿਆ ਤਾਂ ਭਾਰਤ ਦੀ ਸਰਦਾਰੀ ਹੋ ਜਾਏਗੀ। xyxy=(612,994,952,1039)
paragraph: ਖਾਨਪੁਰ, ਹਰਿੰਦਰ ਸਿੰਘ ਸਹਿਸ੍ਰਾ, ਜੋਗਾ ਸਿੰਘ ਨਾਹੌਕੇ, ਪੰਜਾਬ ਸਿੰਘ ਮਨਾਵਾਂ, ਗੁਰਮੀਤ ਸਿੰਘ ਕਲੇਕੇ ਆਦਿ ਸ਼ਹੀਦ ਹੋ ਚੁਕੇ ਹਨ ਜਦ ਕਿ ਬਾਕੀ ਪੰਜਾਬ ਛੱਡ ਗਏ ਹਨ। ਉਸ ਨੇ ਦੱਸਿਆ ਕਿ ਵਕਤ ਬਦਲਾ, ਗੁਰਦਾਸਪੁਰ ਜ਼ਿਲ੍ਹੇ ਵਿੱਚ ਸੁਖਦੇਵ ਸਿੰਘ ਸ਼ੇਰਾ ਸ਼ਹਾਦਤਪੁਰ ਛੰਨਾਂ ਅਤੇ ਸਵਿੰਦਰ ਸਿੰਘ ਮਲਿਕਾਲ ਸਰਗਰਮ ਹਨ। xyxy=(244,813,416,881)
masthead-rule xyxy=(60,54,950,56)
story2-column-3 xyxy=(428,813,600,1013)
